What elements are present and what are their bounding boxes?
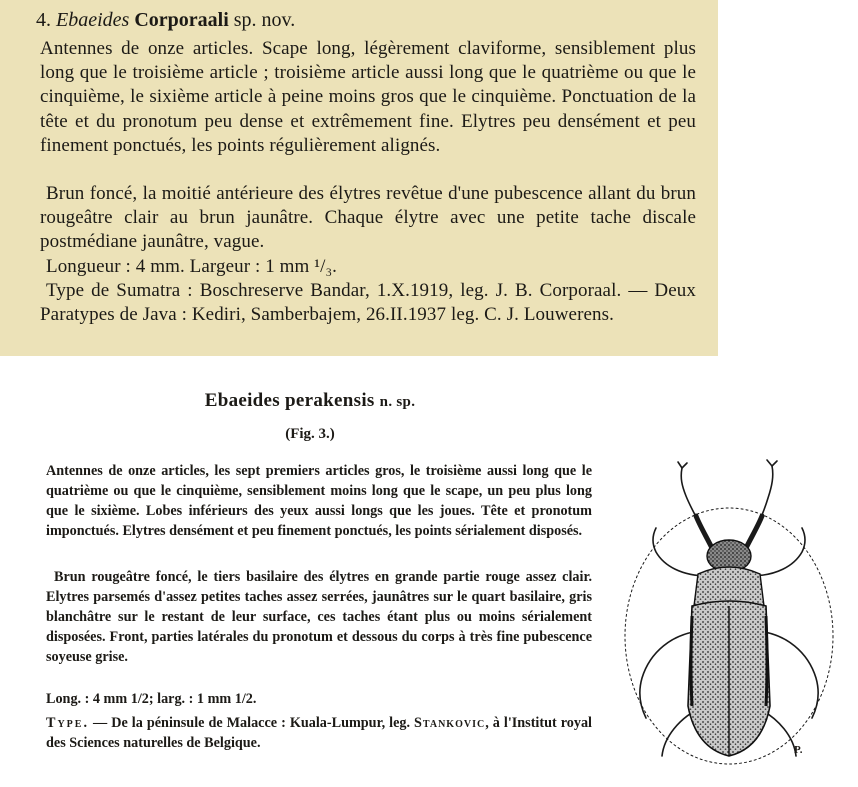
type-locality-paragraph: Type de Sumatra : Boschreserve Bandar, 1.X.1919, leg. J. B. Corporaal. — Deux Paratypes de Java : Kediri, Samberbajem, 26.II.1937 leg. C. J. Louwerens. [40,280,696,326]
coloration-paragraph: Brun foncé, la moitié antérieure des élytres revêtue d'une pubescence allant du brun rougeâtre clair au brun jaunâtre. Chaque élytre avec une petite tache discale postmédiane jaunâtre, vague. [40,183,696,253]
figure-signature: P. [794,744,803,756]
upper-clipping [0,0,718,356]
lower-clipping [0,356,858,787]
heading-suffix: sp. nov. [233,9,296,31]
species-heading [36,9,295,32]
coloration-paragraph-2: Brun rougeâtre foncé, le tiers basilaire des élytres en grande partie rouge assez clair. Elytres parsemés d'assez petites taches assez serrées, jaunâtres sur le quart basilaire, gris blanchâtre sur le restant de leur surface, ces taches étant plus ou moins sérialement disposées. Front, parties latérales du pronotum et dessous du corps à très fine pubescence soyeuse grise. [46,569,592,665]
heading-number: 4. [36,9,51,31]
type-paragraph [46,713,592,753]
measurements-line-2: Long. : 4 mm 1/2; larg. : 1 mm 1/2. [46,691,257,707]
description-paragraph: Antennes de onze articles. Scape long, légèrement claviforme, sensiblement plus long que le troisième article ; troisième article aussi long que le quatrième ou que le cinquième, le sixième article à peine moins gros que le cinquième. Ponctuation de la tête et du pronotum peu dense et extrêmement fine. Elytres peu densément et peu finement ponctués, les points régulièrement alignés. [40,38,696,156]
type-tail: , à l'Institut royal des Sciences naturelles de Belgique. [46,715,592,751]
type-label: Type. [46,715,90,731]
species-title-name: Ebaeides perakensis [204,390,375,411]
beetle-illustration [612,456,852,771]
species-title-suffix: n. sp. [379,394,416,410]
figure-reference: (Fig. 3.) [285,426,335,442]
heading-species: Corporaali [134,9,229,31]
species-title [0,390,620,412]
type-collector: Stankovic [414,715,486,731]
measurements-line: Longueur : 4 mm. Largeur : 1 mm ¹/₃. [46,256,338,277]
type-text: — De la péninsule de Malacce : Kuala-Lumpur, leg. [89,715,415,731]
description-paragraph-2: Antennes de onze articles, les sept premiers articles gros, le troisième aussi long que le quatrième ou que le cinquième, sensiblement moins long que le scape, un peu plus long que le sixième. Lobes inférieurs des yeux aussi longs que les joues. Tête et pronotum imponctués. Elytres densément et peu finement ponctués, les points sérialement disposés. [46,463,592,539]
heading-genus: Ebaeides [56,9,130,31]
